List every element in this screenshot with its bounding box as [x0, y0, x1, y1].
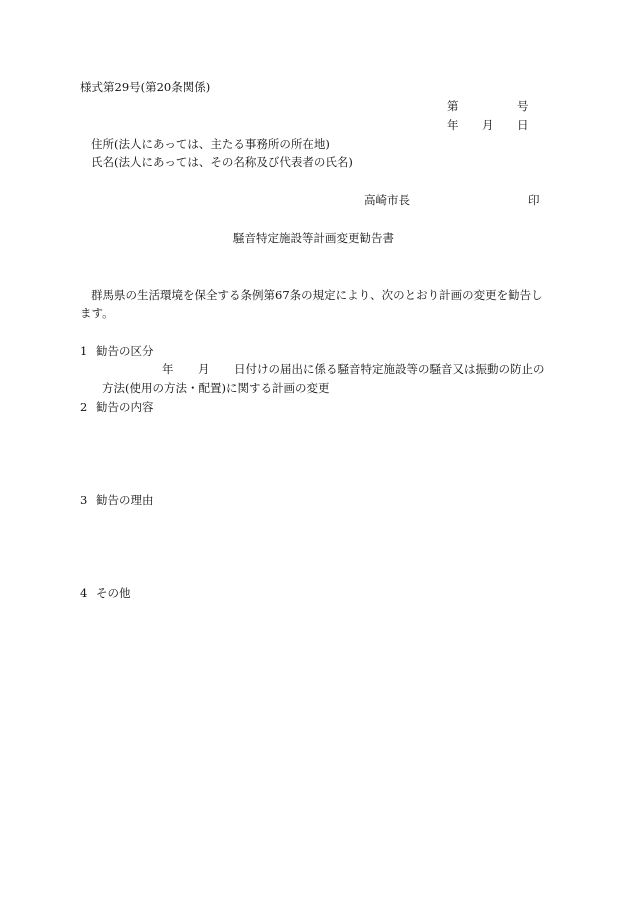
- section-4-label: その他: [96, 586, 131, 600]
- form-label: 様式第29号(第20条関係): [80, 80, 211, 94]
- date-month: 月: [482, 118, 494, 132]
- section-1-detail-text: 日付けの届出に係る騒音特定施設等の騒音又は振動の防止の: [234, 362, 545, 376]
- section-1-month: 月: [198, 362, 210, 376]
- seal-mark: 印: [528, 193, 540, 207]
- section-1-number: 1: [80, 344, 88, 358]
- doc-number-prefix: 第: [447, 99, 459, 113]
- section-4-number: 4: [80, 586, 88, 600]
- section-1-detail-line2: 方法(使用の方法・配置)に関する計画の変更: [102, 381, 330, 395]
- section-3-label: 勧告の理由: [96, 493, 154, 507]
- section-2-label: 勧告の内容: [96, 400, 154, 414]
- section-2-number: 2: [80, 400, 88, 414]
- document-title: 騒音特定施設等計画変更勧告書: [233, 231, 394, 245]
- section-1-year: 年: [162, 362, 174, 376]
- address-label: 住所(法人にあっては、主たる事務所の所在地): [91, 137, 330, 151]
- section-3-number: 3: [80, 493, 88, 507]
- issuer-title: 高崎市長: [364, 193, 410, 207]
- body-text-line2: ます。: [80, 306, 114, 320]
- date-day: 日: [517, 118, 529, 132]
- date-year: 年: [447, 118, 459, 132]
- section-1-label: 勧告の区分: [96, 344, 154, 358]
- doc-number-suffix: 号: [517, 99, 529, 113]
- name-label: 氏名(法人にあっては、その名称及び代表者の氏名): [91, 155, 353, 169]
- body-text-line1: 群馬県の生活環境を保全する条例第67条の規定により、次のとおり計画の変更を勧告し: [91, 288, 543, 302]
